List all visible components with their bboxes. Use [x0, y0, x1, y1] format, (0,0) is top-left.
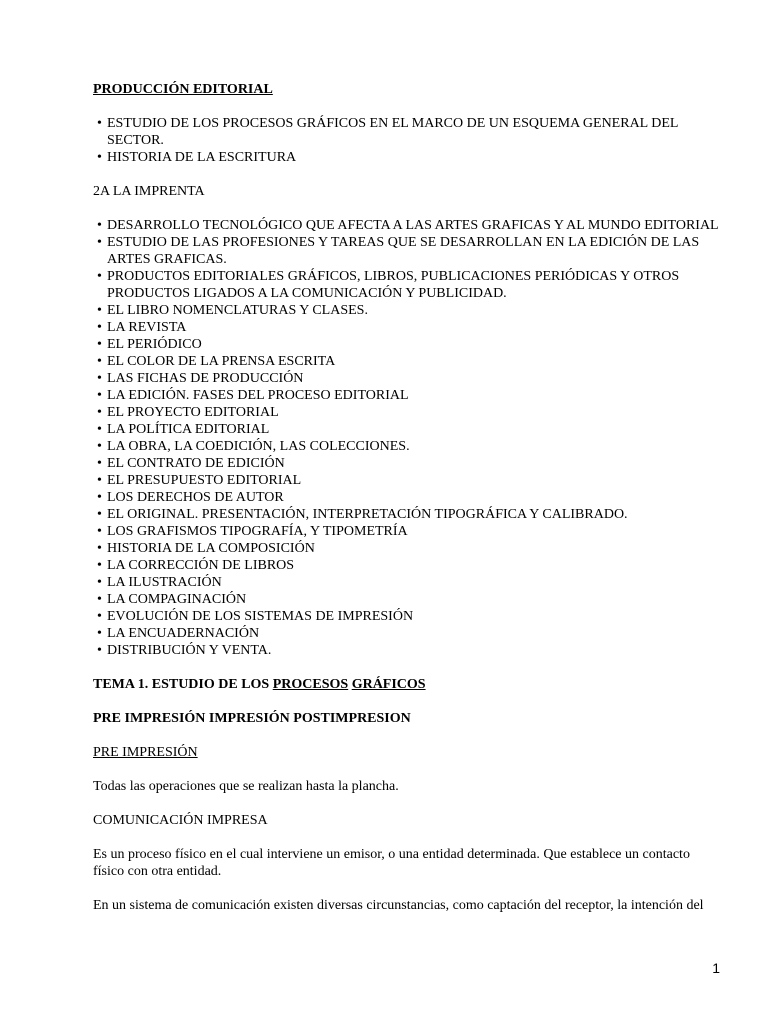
list-item: • LA ILUSTRACIÓN	[93, 574, 723, 591]
list-item: • EL LIBRO NOMENCLATURAS Y CLASES.	[93, 302, 723, 319]
list-item: • HISTORIA DE LA COMPOSICIÓN	[93, 540, 723, 557]
tema1-heading-graficos: GRÁFICOS	[351, 677, 426, 692]
stages-heading: PRE IMPRESIÓN IMPRESIÓN POSTIMPRESION	[93, 711, 411, 726]
list-item: • LA POLÍTICA EDITORIAL	[93, 421, 723, 438]
page-number: 1	[712, 960, 720, 976]
tema1-heading-procesos: PROCESOS	[272, 677, 349, 692]
list-item: • EL PERIÓDICO	[93, 336, 723, 353]
list-item: • PRODUCTOS EDITORIALES GRÁFICOS, LIBROS, PUBLICACIONES PERIÓDICAS Y OTROS PRODUCTOS LIGADOS A LA COMUNICACIÓN Y PUBLICIDAD.	[93, 268, 723, 302]
list-item: • DISTRIBUCIÓN Y VENTA.	[93, 642, 723, 659]
list-item: • LA EDICIÓN. FASES DEL PROCESO EDITORIAL	[93, 387, 723, 404]
section-heading-imprenta: 2A LA IMPRENTA	[93, 184, 205, 199]
list-item: • LOS DERECHOS DE AUTOR	[93, 489, 723, 506]
list-item: • EL CONTRATO DE EDICIÓN	[93, 455, 723, 472]
list-item: • LAS FICHAS DE PRODUCCIÓN	[93, 370, 723, 387]
intro-list	[93, 115, 723, 166]
list-item: • LA REVISTA	[93, 319, 723, 336]
list-item: • ESTUDIO DE LOS PROCESOS GRÁFICOS EN EL MARCO DE UN ESQUEMA GENERAL DEL SECTOR.	[93, 115, 723, 149]
pre-impresion-heading: PRE IMPRESIÓN	[93, 745, 198, 760]
list-item: • EL PROYECTO EDITORIAL	[93, 404, 723, 421]
tema1-heading-prefix: TEMA 1. ESTUDIO DE LOS	[93, 677, 273, 692]
comunicacion-paragraph: Es un proceso físico en el cual interviene un emisor, o una entidad determinada. Que establece un contacto físico con otra entidad.	[93, 847, 690, 879]
list-item: • LA COMPAGINACIÓN	[93, 591, 723, 608]
pre-impresion-paragraph: Todas las operaciones que se realizan hasta la plancha.	[93, 779, 399, 794]
document-page	[93, 81, 723, 914]
list-item: • LA ENCUADERNACIÓN	[93, 625, 723, 642]
tema1-heading	[93, 676, 723, 693]
sistema-paragraph: En un sistema de comunicación existen diversas circunstancias, como captación del receptor, la intención del	[93, 898, 704, 913]
comunicacion-heading: COMUNICACIÓN IMPRESA	[93, 813, 268, 828]
topics-list	[93, 217, 723, 659]
document-title: PRODUCCIÓN EDITORIAL	[93, 82, 273, 97]
list-item: • EL COLOR DE LA PRENSA ESCRITA	[93, 353, 723, 370]
list-item: • HISTORIA DE LA ESCRITURA	[93, 149, 723, 166]
list-item: • LOS GRAFISMOS TIPOGRAFÍA, Y TIPOMETRÍA	[93, 523, 723, 540]
list-item: • EL PRESUPUESTO EDITORIAL	[93, 472, 723, 489]
list-item: • LA OBRA, LA COEDICIÓN, LAS COLECCIONES.	[93, 438, 723, 455]
list-item: • LA CORRECCIÓN DE LIBROS	[93, 557, 723, 574]
list-item: • EL ORIGINAL. PRESENTACIÓN, INTERPRETACIÓN TIPOGRÁFICA Y CALIBRADO.	[93, 506, 723, 523]
list-item: • DESARROLLO TECNOLÓGICO QUE AFECTA A LAS ARTES GRAFICAS Y AL MUNDO EDITORIAL	[93, 217, 723, 234]
list-item: • EVOLUCIÓN DE LOS SISTEMAS DE IMPRESIÓN	[93, 608, 723, 625]
list-item: • ESTUDIO DE LAS PROFESIONES Y TAREAS QUE SE DESARROLLAN EN LA EDICIÓN DE LAS ARTES GRAFICAS.	[93, 234, 723, 268]
